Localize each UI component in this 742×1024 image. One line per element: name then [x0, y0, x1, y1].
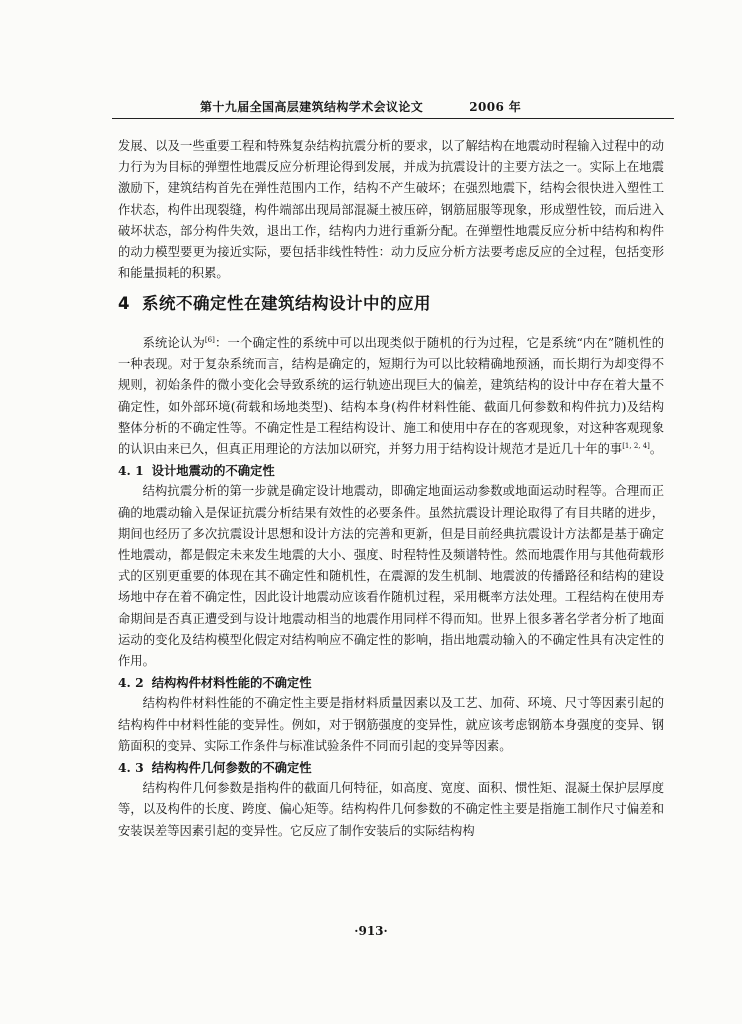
subsection-title: 结构构件几何参数的不确定性 — [151, 760, 312, 776]
intro-continuation — [118, 136, 664, 284]
running-header — [200, 98, 600, 115]
subsection-heading — [118, 757, 664, 778]
conference-title: 第十九届全国高层建筑结构学术会议论文 — [200, 100, 424, 114]
subsection-paragraph: 结构构件材料性能的不确定性主要是指材料质量因素以及工艺、加荷、环境、尺寸等因素引起的结构构件中材料性能的变异性。例如，对于钢筋强度的变异性，就应该考虑钢筋本身强度的变异、钢筋面积的变异、实际工作条件与标准试验条件不同而引起的变异等因素。 — [118, 696, 664, 753]
page-number: ·913· — [354, 924, 388, 938]
subsection-heading — [118, 460, 664, 481]
subsection-number: 4. 1 — [118, 463, 144, 479]
section-intro-text: ：一个确定性的系统中可以出现类似于随机的行为过程，它是系统“内在”随机性的一种表现。对于复杂系统而言，结构是确定的，短期行为可以比较精确地预涵，而长期行为却变得不规则，初始条件的微小变化会导致系统的运行轨迹出现巨大的偏差，建筑结构的设计中存在着大量不确定性，如外部环境(荷载和场地类型)、结构本身(构件材料性能、截面几何参数和构件抗力)及结构整体分析的不确定性等。不确定性是工程结构设计、施工和使用中存在的客观现象，对这种客观现象的认识由来已久，但真正用理论的方法加以研究，并努力用于结构设计规范才是近几十年的事 — [118, 336, 664, 457]
subsection-heading — [118, 672, 664, 693]
section-body — [118, 333, 664, 842]
section-intro-paragraph — [118, 333, 664, 460]
section-heading — [118, 290, 664, 314]
citation-ref: [1, 2, 4] — [622, 441, 650, 450]
subsection-title: 结构构件材料性能的不确定性 — [151, 675, 312, 691]
section-number: 4 — [118, 294, 130, 313]
subsection-paragraph: 结构构件几何参数是指构件的截面几何特征，如高度、宽度、面积、惯性矩、混凝土保护层厚度等，以及构件的长度、跨度、偏心矩等。结构构件几何参数的不确定性主要是指施工制作尺寸偏差和安装误差等因素引起的变异性。它反应了制作安装后的实际结构构 — [118, 781, 664, 838]
section-intro-lead: 系统论认为 — [142, 336, 205, 350]
subsection-title: 设计地震动的不确定性 — [151, 463, 275, 479]
section-title: 系统不确定性在建筑结构设计中的应用 — [141, 294, 431, 313]
section-intro-end: 。 — [649, 442, 663, 457]
conference-year: 2006 年 — [469, 100, 522, 114]
citation-ref: [6] — [204, 335, 215, 344]
subsection-paragraph: 结构抗震分析的第一步就是确定设计地震动，即确定地面运动参数或地面运动时程等。合理而正确的地震动输入是保证抗震分析结果有效性的必要条件。虽然抗震设计理论取得了有目共睹的进步，期间也经历了多次抗震设计思想和设计方法的完善和更新，但是目前经典抗震设计方法都是基于确定性地震动，都是假定未来发生地震的大小、强度、时程特性及频谱特性。然而地震作用与其他荷载形式的区别更重要的体现在其不确定性和随机性，在震源的发生机制、地震波的传播路径和结构的建设场地中存在着不确定性，因此设计地震动应该看作随机过程，采用概率方法处理。工程结构在使用寿命期间是否真正遭受到与设计地震动相当的地震作用同样不得而知。世界上很多著名学者分析了地面运动的变化及结构模型化假定对结构响应不确定性的影响，指出地震动输入的不确定性具有决定性的作用。 — [118, 484, 664, 669]
subsection-number: 4. 2 — [118, 675, 144, 691]
intro-paragraph: 发展、以及一些重要工程和特殊复杂结构抗震分析的要求，以了解结构在地震动时程输入过程中的动力行为为目标的弹塑性地震反应分析理论得到发展，并成为抗震设计的主要方法之一。实际上在地震激励下，建筑结构首先在弹性范围内工作，结构不产生破坏；在强烈地震下，结构会很快进入塑性工作状态，构件出现裂缝，构件端部出现局部混凝土被压碎，钢筋屈服等现象，形成塑性铰，而后进入破坏状态，部分构件失效，退出工作，结构内力进行重新分配。在弹塑性地震反应分析中结构和构件的动力模型要更为接近实际，要包括非线性特性：动力反应分析方法要考虑反应的全过程，包括变形和能量损耗的积累。 — [118, 139, 664, 281]
subsection-number: 4. 3 — [118, 760, 144, 776]
header-rule — [112, 118, 674, 119]
